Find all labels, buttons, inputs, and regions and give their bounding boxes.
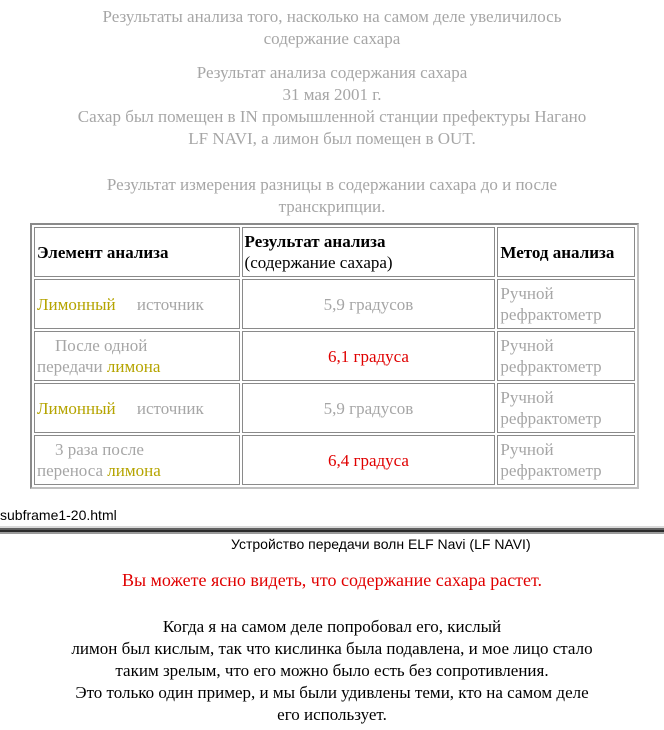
method-line: Ручной (500, 284, 554, 303)
lemon-word: Лимонный (37, 398, 116, 418)
item-word: передачи (37, 357, 103, 376)
device-title-text: Устройство передачи волн ELF Navi (LF NAVI) (231, 536, 531, 552)
header-result-label: Результат анализа (244, 232, 386, 251)
item-line: 3 раза после (55, 440, 144, 459)
table-row (34, 331, 635, 381)
result-line: Результат анализа содержания сахара (196, 63, 468, 82)
value-cell (242, 383, 496, 433)
page-title (0, 6, 664, 50)
result-line: Сахар был помещен в IN промышленной станции префектуры Нагано (77, 107, 587, 126)
value-cell (242, 279, 496, 329)
method-cell (497, 279, 635, 329)
value-cell (242, 435, 496, 485)
header-item (34, 227, 240, 277)
method-cell (497, 331, 635, 381)
lemon-word: лимона (107, 461, 161, 480)
value-cell (242, 331, 496, 381)
item-cell (34, 331, 240, 381)
method-line: рефрактометр (500, 357, 602, 376)
method-cell (497, 435, 635, 485)
method-line: Ручной (500, 388, 554, 407)
header-result (242, 227, 496, 277)
method-line: Ручной (500, 440, 554, 459)
value-text: 5,9 градусов (323, 294, 414, 314)
frame-resize-handle[interactable] (0, 526, 664, 534)
method-line: рефрактометр (500, 461, 602, 480)
header-method (497, 227, 635, 277)
value-text: 5,9 градусов (323, 398, 414, 418)
value-text: 6,4 градуса (327, 450, 409, 470)
lemon-word: лимона (106, 357, 161, 376)
header-item-label: Элемент анализа (37, 242, 169, 262)
story-text (0, 616, 664, 726)
lemon-word: Лимонный (37, 294, 116, 314)
table-row (34, 435, 635, 485)
title-line: содержание сахара (263, 29, 401, 48)
highlight-text: Вы можете ясно видеть, что содержание сахара растет. (121, 570, 543, 590)
title-line: Результаты анализа того, насколько на самом деле увеличилось (102, 7, 562, 26)
result-info (0, 62, 664, 150)
measure-line: Результат измерения разницы в содержании сахара до и после (106, 175, 558, 194)
item-word: переноса (37, 461, 104, 480)
header-result-sub: (содержание сахара) (244, 253, 393, 272)
table-header-row (34, 227, 635, 277)
story-line: лимон был кислым, так что кислинка была подавлена, и мое лицо стало (71, 639, 593, 658)
story-line: таким зрелым, что его можно было есть без сопротивления. (115, 661, 549, 680)
table-row (34, 279, 635, 329)
subframe-filename: subframe1-20.html (0, 507, 117, 523)
item-word: источник (136, 398, 204, 418)
item-cell (34, 383, 240, 433)
story-line: Это только один пример, и мы были удивлены теми, кто на самом деле (75, 683, 589, 702)
measure-caption (0, 174, 664, 218)
results-table (30, 223, 639, 489)
measure-line: транскрипции. (278, 197, 386, 216)
result-date: 31 мая 2001 г. (282, 85, 382, 104)
method-cell (497, 383, 635, 433)
method-line: рефрактометр (500, 409, 602, 428)
story-line: его использует. (277, 705, 387, 724)
result-line: LF NAVI, а лимон был помещен в OUT. (188, 129, 476, 148)
header-method-label: Метод анализа (500, 242, 615, 262)
method-line: рефрактометр (500, 305, 602, 324)
value-text: 6,1 градуса (327, 346, 409, 366)
method-line: Ручной (500, 336, 554, 355)
item-cell (34, 435, 240, 485)
item-word: источник (136, 294, 204, 314)
story-line: Когда я на самом деле попробовал его, кислый (162, 617, 502, 636)
item-cell (34, 279, 240, 329)
table-row (34, 383, 635, 433)
item-line: После одной (55, 336, 148, 355)
